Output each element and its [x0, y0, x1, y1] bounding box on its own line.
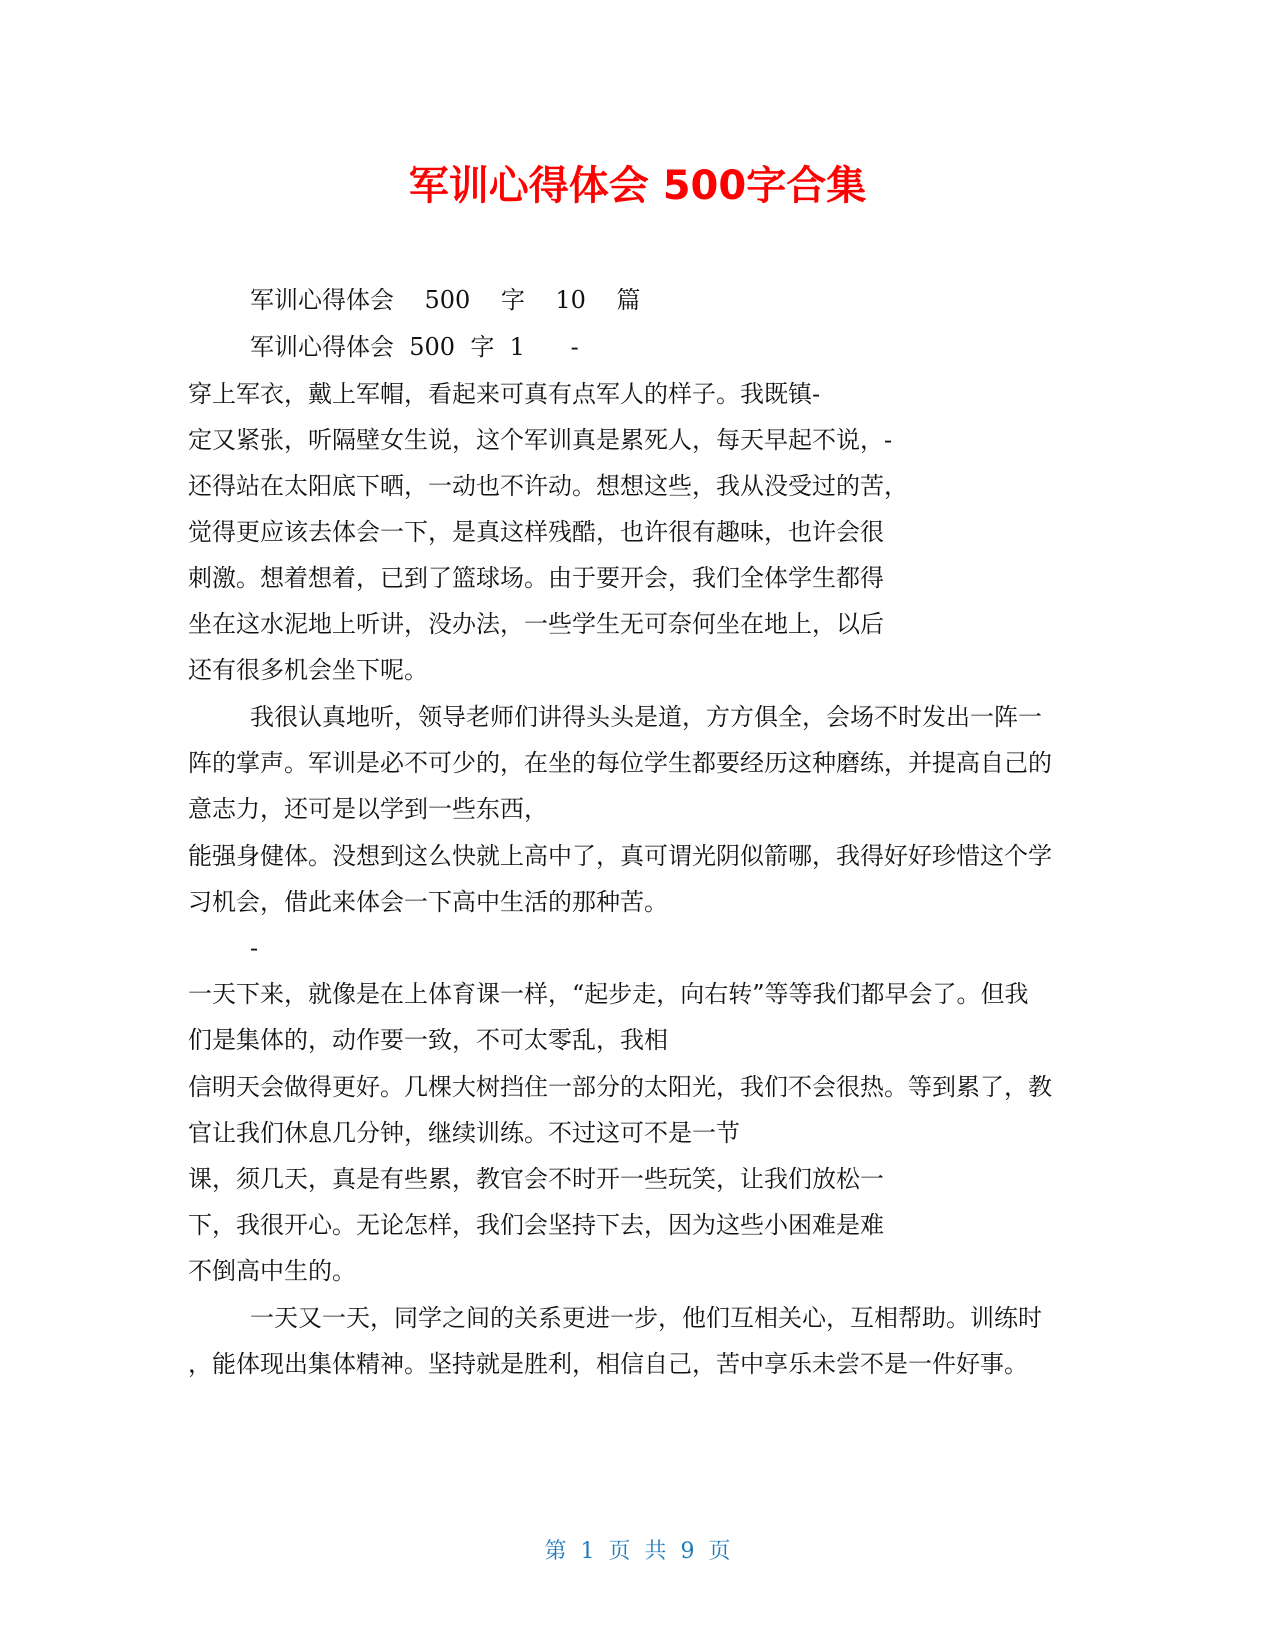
section-heading: 军训心得体会 500 字 1 - — [250, 333, 579, 361]
text-line: 信明天会做得更好。几棵大树挡住一部分的太阳光，我们不会很热。等到累了，教 — [188, 1073, 1052, 1101]
text-line: 还得站在太阳底下晒，一动也不许动。想想这些，我从没受过的苦， — [188, 472, 908, 500]
text-line: 官让我们休息几分钟，继续训练。不过这可不是一节 — [188, 1119, 740, 1147]
text-line: 刺激。想着想着，已到了篮球场。由于要开会，我们全体学生都得 — [188, 564, 884, 592]
text-line: 定又紧张，听隔壁女生说，这个军训真是累死人，每天早起不说，- — [188, 426, 893, 454]
text-line: 下，我很开心。无论怎样，我们会坚持下去，因为这些小困难是难 — [188, 1211, 884, 1239]
text-line: 阵的掌声。军训是必不可少的，在坐的每位学生都要经历这种磨练，并提高自己的 — [188, 749, 1052, 777]
text-line: 还有很多机会坐下呢。 — [188, 656, 428, 684]
text-line: 我很认真地听，领导老师们讲得头头是道，方方俱全，会场不时发出一阵一 — [250, 703, 1042, 731]
text-line: 觉得更应该去体会一下，是真这样残酷，也许很有趣味，也许会很 — [188, 518, 884, 546]
text-line: 们是集体的，动作要一致，不可太零乱，我相 — [188, 1026, 668, 1054]
page-footer: 第 1 页 共 9 页 — [544, 1539, 731, 1564]
text-line: ，能体现出集体精神。坚持就是胜利，相信自己，苦中享乐未尝不是一件好事。 — [188, 1350, 1028, 1378]
text-line: 穿上军衣，戴上军帽，看起来可真有点军人的样子。我既镇- — [188, 380, 821, 408]
subtitle-line: 军训心得体会 500 字 10 篇 — [250, 286, 641, 314]
text-line: 一天下来，就像是在上体育课一样，“起步走，向右转”等等我们都早会了。但我 — [188, 980, 1029, 1008]
text-line: 习机会，借此来体会一下高中生活的那种苦。 — [188, 888, 668, 916]
separator-dash: - — [250, 934, 259, 962]
text-line: 一天又一天，同学之间的关系更进一步，他们互相关心，互相帮助。训练时 — [250, 1304, 1042, 1332]
text-line: 课，须几天，真是有些累，教官会不时开一些玩笑，让我们放松一 — [188, 1165, 884, 1193]
document-title: 军训心得体会 500字合集 — [408, 163, 867, 209]
text-line: 能强身健体。没想到这么快就上高中了，真可谓光阴似箭哪，我得好好珍惜这个学 — [188, 842, 1052, 870]
text-line: 坐在这水泥地上听讲，没办法，一些学生无可奈何坐在地上，以后 — [188, 610, 884, 638]
text-line: 不倒高中生的。 — [188, 1257, 356, 1285]
text-line: 意志力，还可是以学到一些东西， — [188, 795, 548, 823]
